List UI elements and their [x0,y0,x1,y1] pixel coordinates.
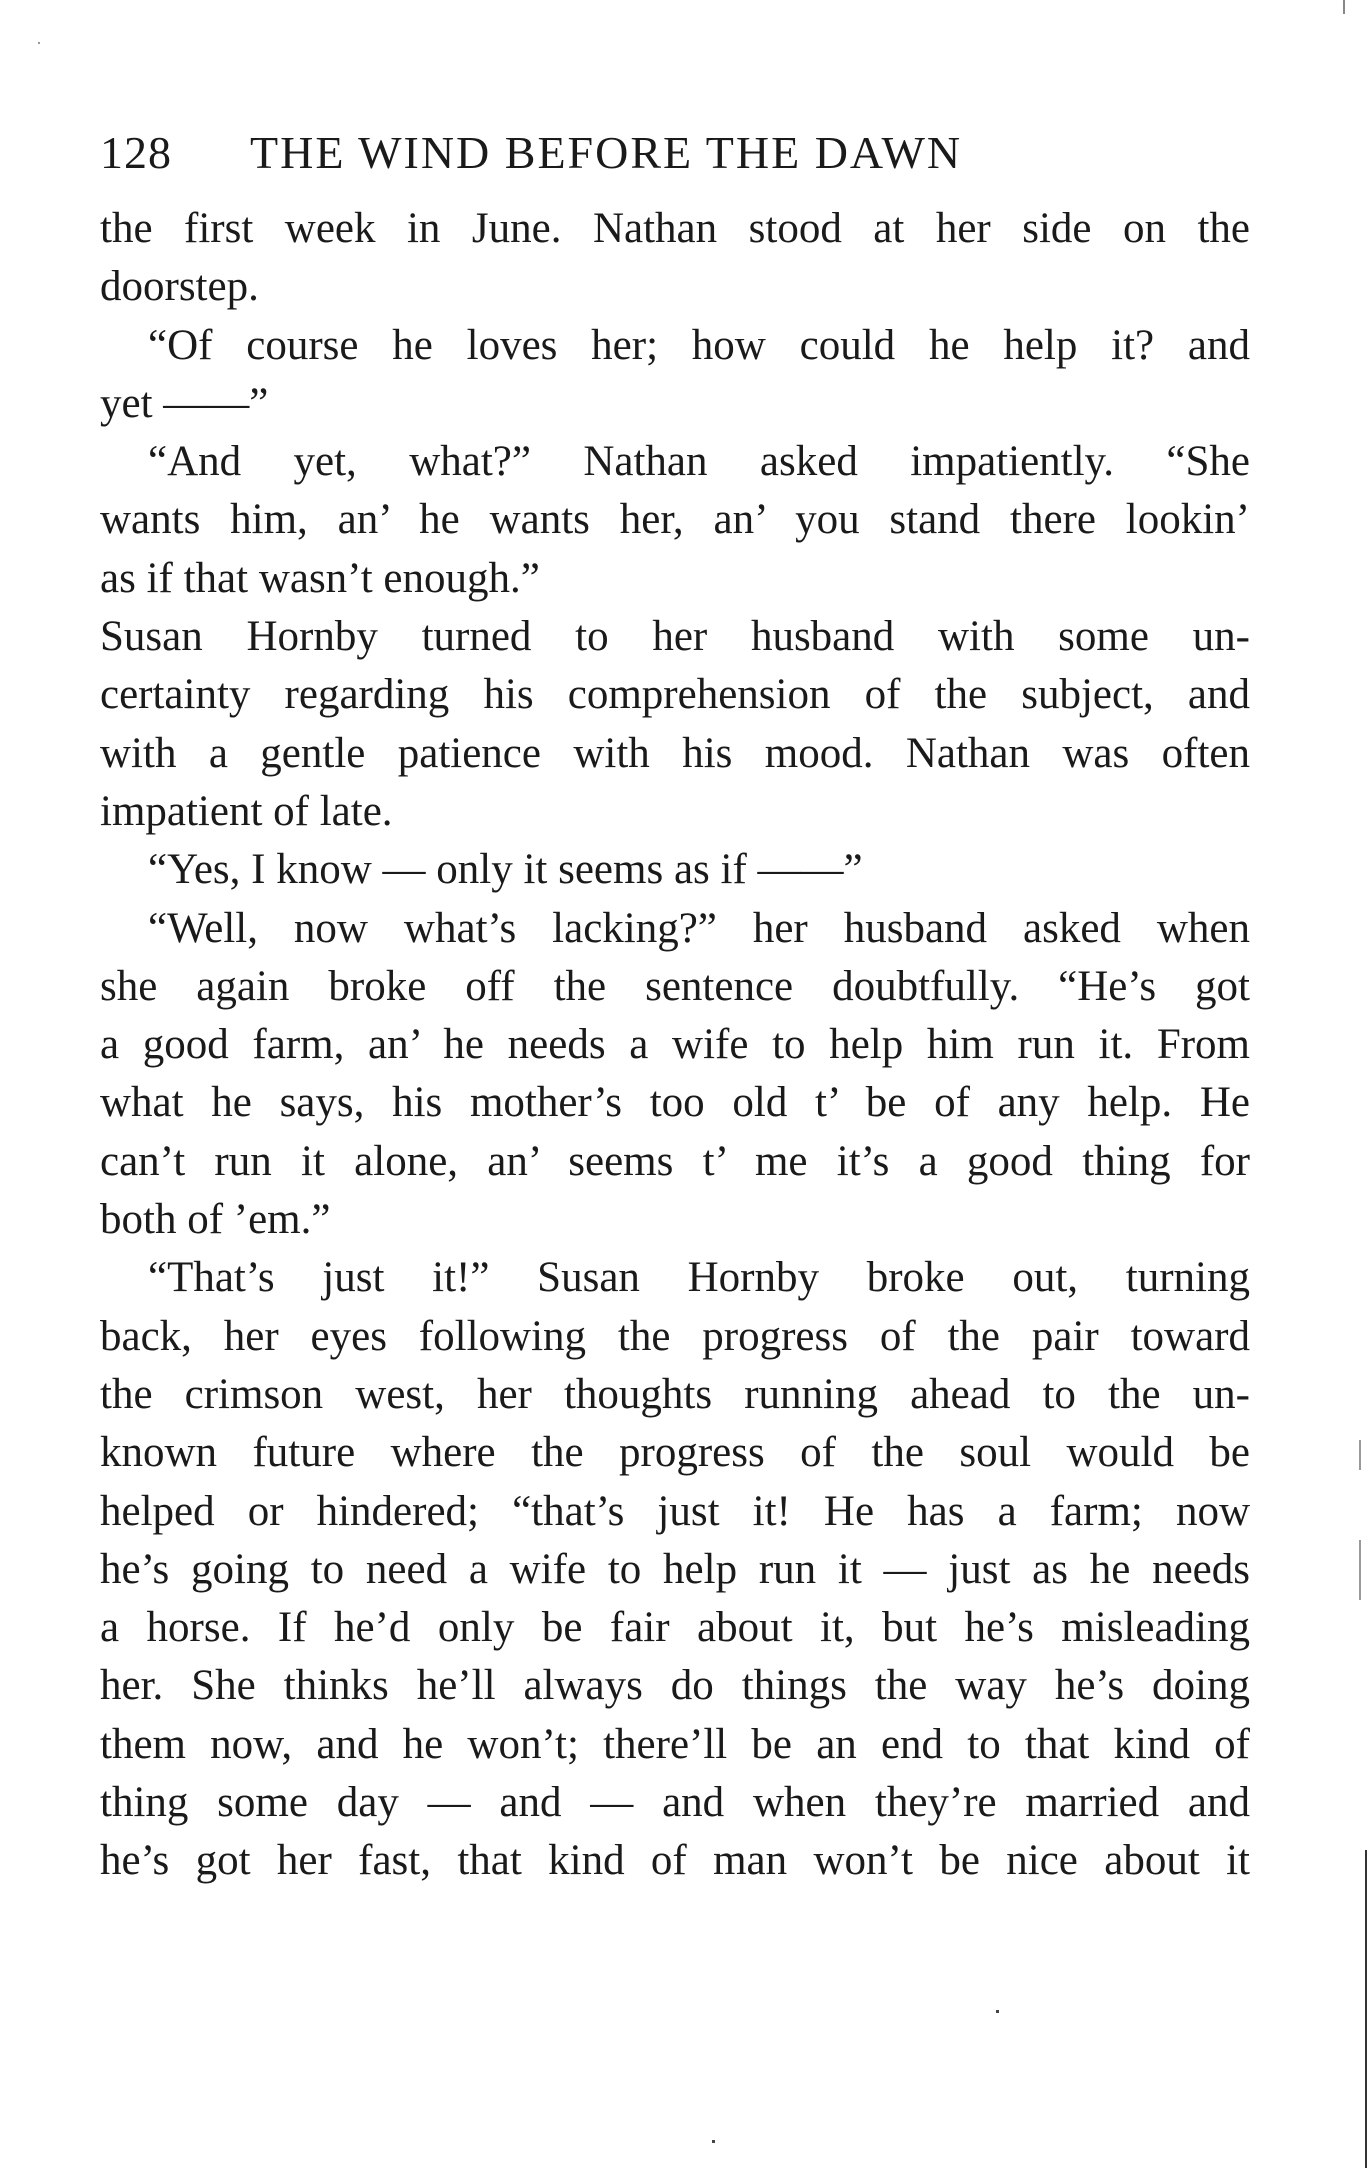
text-line: as if that wasn’t enough.” [100,554,540,602]
text-line: “Well, now what’s lacking?” her husband asked when [148,904,1250,952]
text-line: “That’s just it!” Susan Hornby broke out, turning [148,1254,1250,1302]
text-line: certainty regarding his comprehension of the subject, and [100,671,1250,719]
text-line: he’s got her fast, that kind of man won’t be nice about it [100,1837,1250,1885]
text-line: “Yes, I know — only it seems as if ——” [148,846,863,894]
running-title: THE WIND BEFORE THE DAWN [250,127,963,178]
scan-speck [712,2140,715,2143]
text-line: a good farm, an’ he needs a wife to help him run it. From [100,1021,1250,1069]
text-line: the crimson west, her thoughts running ahead to the un- [100,1370,1250,1418]
scan-speck [996,2010,999,2013]
text-line: wants him, an’ he wants her, an’ you stand there lookin’ [100,496,1250,544]
text-line: known future where the progress of the soul would be [100,1429,1250,1477]
text-line: “And yet, what?” Nathan asked impatiently. “She [148,438,1250,486]
text-line: can’t run it alone, an’ seems t’ me it’s a good thing for [100,1137,1250,1185]
scan-speck [38,42,40,44]
scan-edge-line [1359,1540,1361,1600]
scan-edge-line [1365,1850,1367,2168]
text-line: doorstep. [100,263,259,311]
text-line: impatient of late. [100,787,393,835]
running-head [100,118,1250,188]
text-line: he’s going to need a wife to help run it — just as he needs [100,1545,1250,1593]
scan-speck [1343,0,1345,14]
text-line: “Of course he loves her; how could he help it? and [148,321,1250,369]
text-line: her. She thinks he’ll always do things the way he’s doing [100,1662,1250,1710]
text-line: a horse. If he’d only be fair about it, but he’s misleading [100,1604,1250,1652]
text-line: she again broke off the sentence doubtfully. “He’s got [100,962,1250,1010]
text-line: the first week in June. Nathan stood at her side on the [100,205,1250,252]
text-line: helped or hindered; “that’s just it! He has a farm; now [100,1487,1250,1535]
text-line: with a gentle patience with his mood. Nathan was often [100,729,1250,777]
body-text [100,200,1250,1891]
text-line: them now, and he won’t; there’ll be an end to that kind of [100,1720,1250,1768]
scan-edge-line [1359,1440,1361,1470]
text-line: back, her eyes following the progress of the pair toward [100,1312,1250,1360]
text-line: Susan Hornby turned to her husband with some un- [100,613,1250,661]
text-line: what he says, his mother’s too old t’ be of any help. He [100,1079,1250,1127]
page-number: 128 [100,127,172,178]
text-line: both of ’em.” [100,1196,331,1244]
text-line: thing some day — and — and when they’re married and [100,1779,1250,1827]
text-line: yet ——” [100,379,269,427]
